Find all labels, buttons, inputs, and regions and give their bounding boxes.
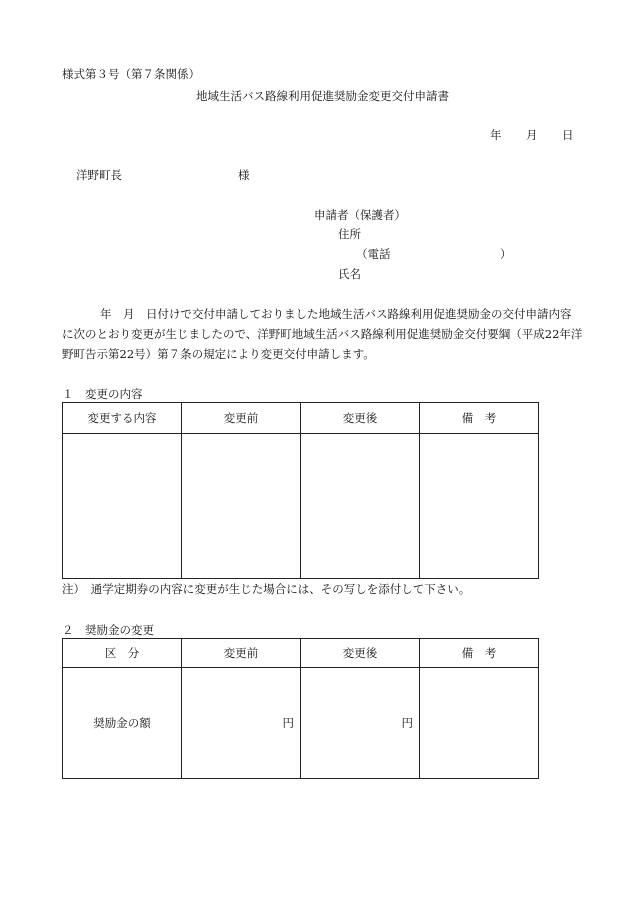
applicant-label: 申請者（保護者） (314, 208, 406, 222)
row-label-subsidy-amount: 奨励金の額 (63, 668, 182, 779)
header-remarks: 備 考 (420, 403, 539, 434)
header-category: 区 分 (63, 639, 182, 668)
body-text-line-3: 野町告示第22号）第７条の規定により変更交付申請します。 (62, 347, 375, 361)
addressee-honorific: 様 (238, 168, 250, 182)
cell-before[interactable] (182, 434, 301, 579)
applicant-phone-label: （電話 (356, 247, 391, 261)
applicant-phone-close: ） (500, 247, 512, 261)
date-day: 日 (562, 128, 574, 142)
amount-after-yen[interactable]: 円 (301, 668, 420, 779)
applicant-name-label: 氏名 (338, 267, 361, 281)
date-year: 年 (490, 128, 502, 142)
body-text-line-2: に次のとおり変更が生じましたので、洋野町地域生活バス路線利用促進奨励金交付要綱（平成22年洋 (62, 327, 583, 341)
header-remarks: 備 考 (420, 639, 539, 668)
section1-note: 注） 通学定期券の内容に変更が生じた場合には、その写しを添付して下さい。 (62, 582, 471, 596)
subsidy-change-table (62, 638, 539, 779)
cell-remarks[interactable] (420, 668, 539, 779)
cell-remarks[interactable] (420, 434, 539, 579)
change-content-table (62, 402, 539, 579)
cell-change-item[interactable] (63, 434, 182, 579)
amount-before-yen[interactable]: 円 (182, 668, 301, 779)
body-text-line-1: 年 月 日付けで交付申請しておりました地域生活バス路線利用促進奨励金の交付申請内容 (100, 307, 572, 321)
section2-heading: ２ 奨励金の変更 (62, 623, 154, 637)
header-after: 変更後 (301, 403, 420, 434)
document-title: 地域生活バス路線利用促進奨励金変更交付申請書 (196, 89, 449, 103)
cell-after[interactable] (301, 434, 420, 579)
header-change-item: 変更する内容 (63, 403, 182, 434)
applicant-address-label: 住所 (338, 227, 361, 241)
form-number: 様式第３号（第７条関係） (62, 67, 200, 81)
header-before: 変更前 (182, 403, 301, 434)
date-month: 月 (526, 128, 538, 142)
header-after: 変更後 (301, 639, 420, 668)
header-before: 変更前 (182, 639, 301, 668)
section1-heading: １ 変更の内容 (62, 387, 143, 401)
addressee-name: 洋野町長 (76, 168, 122, 182)
